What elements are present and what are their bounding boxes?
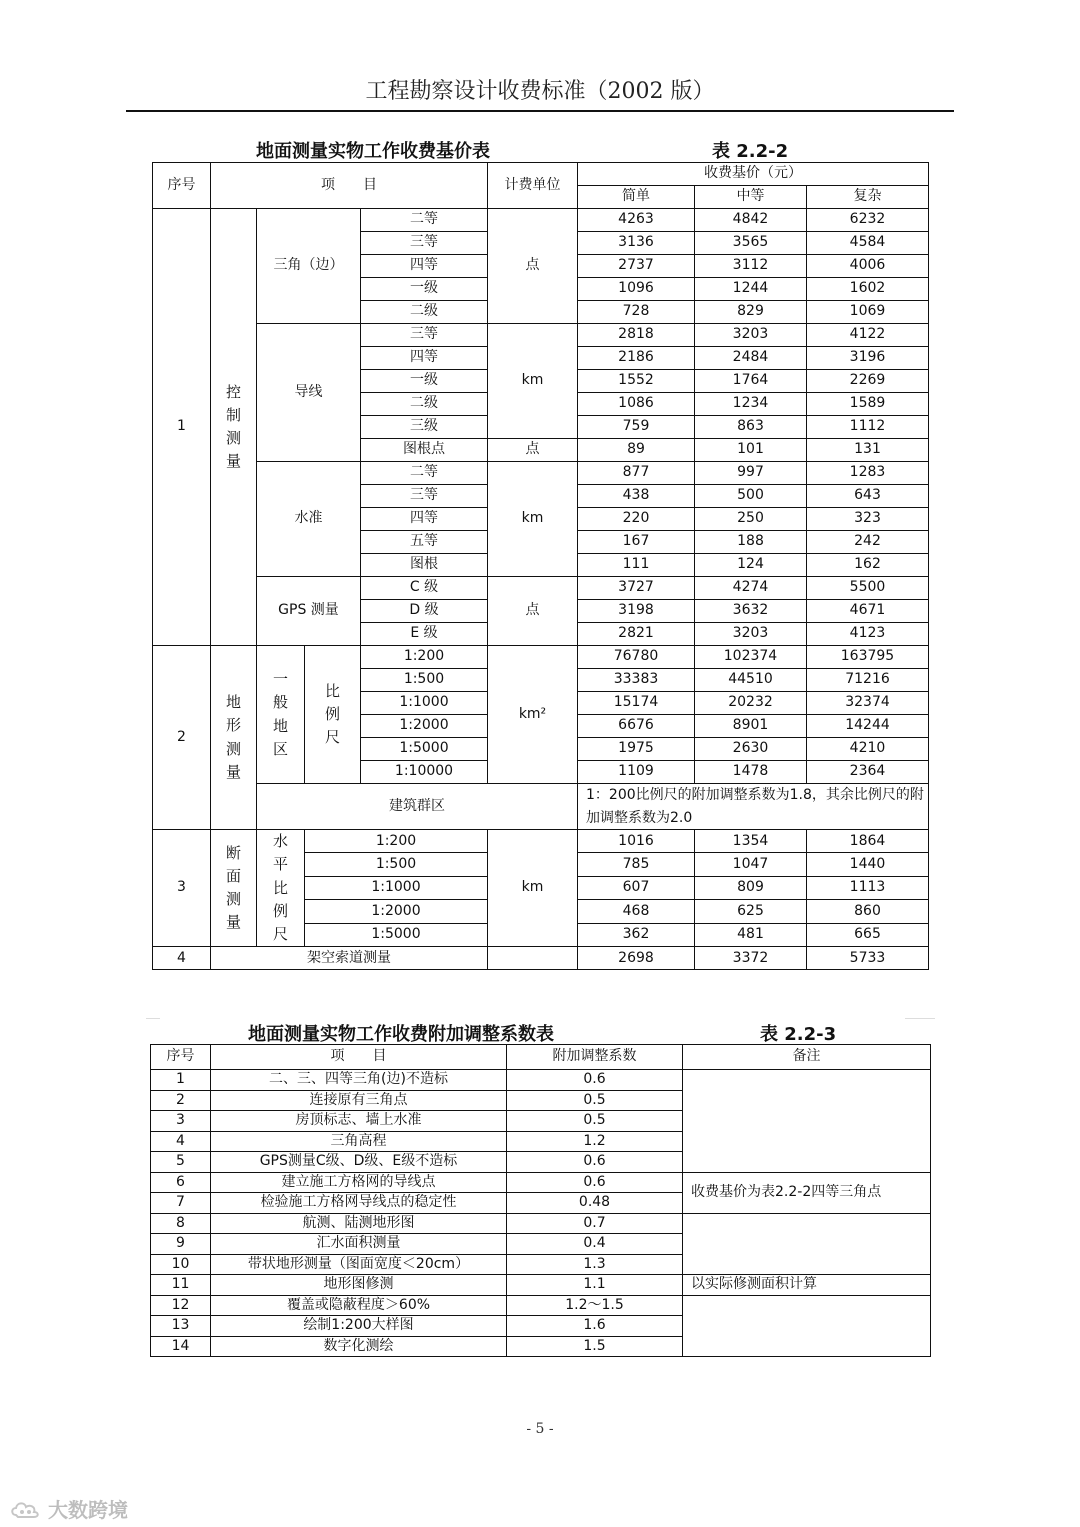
traverse-name: 导线 xyxy=(257,324,361,462)
table-cell: 242 xyxy=(807,531,929,554)
table-cell: 0.7 xyxy=(507,1213,683,1234)
header-simple: 简单 xyxy=(578,186,695,209)
table-cell: 0.6 xyxy=(507,1172,683,1193)
header-coefficient: 附加调整系数 xyxy=(507,1045,683,1070)
table-cell: 33383 xyxy=(578,669,695,692)
table-cell: 323 xyxy=(807,508,929,531)
table-cell: 2737 xyxy=(578,255,695,278)
table-cell: 4584 xyxy=(807,232,929,255)
header-seq: 序号 xyxy=(151,1045,211,1070)
header-item: 项 目 xyxy=(211,1045,507,1070)
header-note: 备注 xyxy=(683,1045,931,1070)
table-cell: 1:5000 xyxy=(361,738,488,761)
table-cell: 3203 xyxy=(695,324,807,347)
table-cell: 0.48 xyxy=(507,1193,683,1214)
horizontal-scale-label: 水平比例尺 xyxy=(272,832,288,943)
table-cell: 1:500 xyxy=(305,853,488,876)
table-cell: 8901 xyxy=(695,715,807,738)
table-cell: 1.2 xyxy=(507,1131,683,1152)
table-cell: 二级 xyxy=(361,301,488,324)
general-area-label: 一般地区 xyxy=(272,670,288,758)
table-cell: 362 xyxy=(578,923,695,947)
table-cell: D 级 xyxy=(361,600,488,623)
table-cell: 1478 xyxy=(695,761,807,784)
table1-number: 表 2.2-2 xyxy=(712,141,789,162)
table-cell: 一级 xyxy=(361,370,488,393)
table1-caption xyxy=(256,137,490,163)
header-seq: 序号 xyxy=(153,163,211,209)
section4-name: 架空索道测量 xyxy=(211,947,488,970)
table-cell: 468 xyxy=(578,900,695,923)
table-cell: 1.3 xyxy=(507,1254,683,1275)
table-cell: 5 xyxy=(151,1152,211,1173)
table-cell: 32374 xyxy=(807,692,929,715)
table-cell: 4210 xyxy=(807,738,929,761)
table-cell: 4006 xyxy=(807,255,929,278)
table-cell: 6232 xyxy=(807,209,929,232)
watermark-text: 大数跨境 xyxy=(48,1498,128,1522)
table-cell: 0.5 xyxy=(507,1111,683,1132)
table-cell: 四等 xyxy=(361,508,488,531)
table-cell: 汇水面积测量 xyxy=(211,1234,507,1255)
table-cell: 1440 xyxy=(807,853,929,876)
table-cell: 1.2～1.5 xyxy=(507,1295,683,1316)
table-cell: 2186 xyxy=(578,347,695,370)
table-cell: C 级 xyxy=(361,577,488,600)
table-cell: 1.1 xyxy=(507,1275,683,1296)
table-cell: 102374 xyxy=(695,646,807,669)
table-cell: 4123 xyxy=(807,623,929,646)
table-cell: 1:5000 xyxy=(305,923,488,947)
table-cell: 1 xyxy=(151,1070,211,1091)
table-cell: 11 xyxy=(151,1275,211,1296)
table-cell: 8 xyxy=(151,1213,211,1234)
table-cell: 2630 xyxy=(695,738,807,761)
table-cell: 地形图修测 xyxy=(211,1275,507,1296)
table-cell: 四等 xyxy=(361,255,488,278)
table-cell: E 级 xyxy=(361,623,488,646)
faint-rule xyxy=(905,1018,935,1019)
table-cell: 1975 xyxy=(578,738,695,761)
gps-name: GPS 测量 xyxy=(257,577,361,646)
table-cell: 1764 xyxy=(695,370,807,393)
table-cell: 3136 xyxy=(578,232,695,255)
section2-seq: 2 xyxy=(153,646,211,830)
triangulation-unit: 点 xyxy=(488,209,578,324)
scale-label: 比例尺 xyxy=(324,681,340,747)
table-cell: 1602 xyxy=(807,278,929,301)
table-cell: 9 xyxy=(151,1234,211,1255)
table-cell: 1069 xyxy=(807,301,929,324)
table-cell: 438 xyxy=(578,485,695,508)
table-cell: 图根点 xyxy=(361,439,488,462)
table-cell: 44510 xyxy=(695,669,807,692)
traverse-unit: km xyxy=(488,324,578,439)
table-cell: 607 xyxy=(578,876,695,899)
table-cell: 4274 xyxy=(695,577,807,600)
table-cell: 759 xyxy=(578,416,695,439)
table-cell: 625 xyxy=(695,900,807,923)
table-cell: 5733 xyxy=(807,947,929,970)
table-cell: 检验施工方格网导线点的稳定性 xyxy=(211,1193,507,1214)
table-cell: 三角高程 xyxy=(211,1131,507,1152)
table-cell: 3727 xyxy=(578,577,695,600)
table-cell: 1047 xyxy=(695,853,807,876)
leveling-name: 水准 xyxy=(257,462,361,577)
table-cell: 2698 xyxy=(578,947,695,970)
table2-title: 地面测量实物工作收费附加调整系数表 xyxy=(248,1024,554,1045)
note-empty xyxy=(683,1295,931,1357)
table-cell: 五等 xyxy=(361,531,488,554)
section1-name: 控制测量 xyxy=(225,382,241,471)
table-cell: 数字化测绘 xyxy=(211,1336,507,1357)
section2-name: 地形测量 xyxy=(225,693,241,781)
table-cell: 一级 xyxy=(361,278,488,301)
table-cell: 二等 xyxy=(361,462,488,485)
table2-number: 表 2.2-3 xyxy=(760,1024,837,1045)
table-cell: 1234 xyxy=(695,393,807,416)
building-area-label: 建筑群区 xyxy=(257,784,578,830)
table-cell: 3632 xyxy=(695,600,807,623)
table-cell: 3112 xyxy=(695,255,807,278)
table-cell: 15174 xyxy=(578,692,695,715)
table-cell: 2818 xyxy=(578,324,695,347)
note-base-price: 收费基价为表2.2-2四等三角点 xyxy=(683,1172,931,1213)
table-cell: 4671 xyxy=(807,600,929,623)
table-cell: 2 xyxy=(151,1090,211,1111)
table-cell: GPS测量C级、D级、E级不造标 xyxy=(211,1152,507,1173)
traverse-point-unit: 点 xyxy=(488,439,578,462)
table-cell: 188 xyxy=(695,531,807,554)
table-cell: 162 xyxy=(807,554,929,577)
section1-seq: 1 xyxy=(153,209,211,646)
table-cell: 643 xyxy=(807,485,929,508)
page-number: - 5 - xyxy=(526,1421,554,1437)
table2-caption xyxy=(248,1020,554,1046)
table-cell: 6676 xyxy=(578,715,695,738)
table-cell: 1:500 xyxy=(361,669,488,692)
table-cell: 4 xyxy=(151,1131,211,1152)
table-cell: 1109 xyxy=(578,761,695,784)
header-complex: 复杂 xyxy=(807,186,929,209)
table-cell: 163795 xyxy=(807,646,929,669)
table-cell: 3565 xyxy=(695,232,807,255)
table-cell: 三级 xyxy=(361,416,488,439)
table-cell: 1113 xyxy=(807,876,929,899)
table-cell: 二、三、四等三角(边)不造标 xyxy=(211,1070,507,1091)
table-cell: 5500 xyxy=(807,577,929,600)
table-cell: 220 xyxy=(578,508,695,531)
table-cell: 1096 xyxy=(578,278,695,301)
table-cell: 3198 xyxy=(578,600,695,623)
table-cell: 124 xyxy=(695,554,807,577)
building-area-note: 1：200比例尺的附加调整系数为1.8，其余比例尺的附加调整系数为2.0 xyxy=(578,784,929,830)
table-cell: 0.5 xyxy=(507,1090,683,1111)
faint-rule xyxy=(146,1018,160,1019)
table-cell: 12 xyxy=(151,1295,211,1316)
table-cell: 连接原有三角点 xyxy=(211,1090,507,1111)
table-cell: 500 xyxy=(695,485,807,508)
table-cell: 1864 xyxy=(807,830,929,853)
header-rule xyxy=(126,110,954,112)
table-cell: 房顶标志、墙上水准 xyxy=(211,1111,507,1132)
triangulation-name: 三角（边） xyxy=(257,209,361,324)
table-cell: 1:1000 xyxy=(361,692,488,715)
table-cell: 3203 xyxy=(695,623,807,646)
header-unit: 计费单位 xyxy=(488,163,578,209)
table-cell: 2484 xyxy=(695,347,807,370)
table-cell: 覆盖或隐蔽程度＞60% xyxy=(211,1295,507,1316)
table-cell: 1552 xyxy=(578,370,695,393)
table-cell: 665 xyxy=(807,923,929,947)
table-cell: 1.6 xyxy=(507,1316,683,1337)
cloud-logo-icon xyxy=(10,1499,44,1519)
table-cell: 1283 xyxy=(807,462,929,485)
table-cell: 20232 xyxy=(695,692,807,715)
table-cell: 481 xyxy=(695,923,807,947)
table-cell: 图根 xyxy=(361,554,488,577)
table-cell: 863 xyxy=(695,416,807,439)
table-cell: 131 xyxy=(807,439,929,462)
table-cell: 1112 xyxy=(807,416,929,439)
topo-unit: km² xyxy=(488,646,578,784)
table-cell: 809 xyxy=(695,876,807,899)
table-cell: 航测、陆测地形图 xyxy=(211,1213,507,1234)
leveling-unit: km xyxy=(488,462,578,577)
table-cell: 728 xyxy=(578,301,695,324)
table-cell: 绘制1:200大样图 xyxy=(211,1316,507,1337)
table-cell: 1.5 xyxy=(507,1336,683,1357)
gps-unit: 点 xyxy=(488,577,578,646)
watermark xyxy=(10,1494,128,1523)
table-cell: 1589 xyxy=(807,393,929,416)
table-cell: 1016 xyxy=(578,830,695,853)
section4-seq: 4 xyxy=(153,947,211,970)
table-cell: 0.6 xyxy=(507,1152,683,1173)
table-cell: 4842 xyxy=(695,209,807,232)
section3-seq: 3 xyxy=(153,830,211,947)
table-cell: 3196 xyxy=(807,347,929,370)
document-header-title: 工程勘察设计收费标准（2002 版） xyxy=(365,79,715,104)
table-cell: 76780 xyxy=(578,646,695,669)
note-actual-area: 以实际修测面积计算 xyxy=(683,1275,931,1296)
table-cell: 4263 xyxy=(578,209,695,232)
table-cell: 1354 xyxy=(695,830,807,853)
table-cell: 四等 xyxy=(361,347,488,370)
table-cell: 1086 xyxy=(578,393,695,416)
table-cell: 3372 xyxy=(695,947,807,970)
table-cell: 0.4 xyxy=(507,1234,683,1255)
adjustment-coefficient-table xyxy=(150,1044,931,1357)
section4-unit xyxy=(488,947,578,970)
table-cell: 13 xyxy=(151,1316,211,1337)
table-cell: 二等 xyxy=(361,209,488,232)
table-cell: 三等 xyxy=(361,485,488,508)
table-cell: 860 xyxy=(807,900,929,923)
header-item: 项 目 xyxy=(211,163,488,209)
table-cell: 2364 xyxy=(807,761,929,784)
table-cell: 89 xyxy=(578,439,695,462)
table-cell: 带状地形测量（图面宽度＜20cm） xyxy=(211,1254,507,1275)
section-unit: km xyxy=(488,830,578,947)
table-cell: 三等 xyxy=(361,232,488,255)
table-cell: 877 xyxy=(578,462,695,485)
table-cell: 3 xyxy=(151,1111,211,1132)
table-cell: 785 xyxy=(578,853,695,876)
table-cell: 1:1000 xyxy=(305,876,488,899)
table-cell: 二级 xyxy=(361,393,488,416)
table-cell: 1:200 xyxy=(361,646,488,669)
table-cell: 2821 xyxy=(578,623,695,646)
header-medium: 中等 xyxy=(695,186,807,209)
table-cell: 0.6 xyxy=(507,1070,683,1091)
table-cell: 6 xyxy=(151,1172,211,1193)
note-empty xyxy=(683,1213,931,1275)
header-price: 收费基价（元） xyxy=(578,163,929,186)
table-cell: 4122 xyxy=(807,324,929,347)
table-cell: 1:10000 xyxy=(361,761,488,784)
table-cell: 建立施工方格网的导线点 xyxy=(211,1172,507,1193)
table-cell: 1:2000 xyxy=(361,715,488,738)
table-cell: 829 xyxy=(695,301,807,324)
table-cell: 1:2000 xyxy=(305,900,488,923)
table-cell: 1244 xyxy=(695,278,807,301)
table-cell: 14244 xyxy=(807,715,929,738)
section3-name: 断面测量 xyxy=(225,843,241,932)
table-cell: 14 xyxy=(151,1336,211,1357)
fee-base-price-table xyxy=(152,162,929,970)
table1-title: 地面测量实物工作收费基价表 xyxy=(256,141,490,162)
note-empty xyxy=(683,1070,931,1173)
table-cell: 111 xyxy=(578,554,695,577)
table-cell: 997 xyxy=(695,462,807,485)
table-cell: 71216 xyxy=(807,669,929,692)
table-cell: 10 xyxy=(151,1254,211,1275)
table-cell: 三等 xyxy=(361,324,488,347)
table-cell: 7 xyxy=(151,1193,211,1214)
table-cell: 1:200 xyxy=(305,830,488,853)
table-cell: 167 xyxy=(578,531,695,554)
table-cell: 250 xyxy=(695,508,807,531)
table-cell: 2269 xyxy=(807,370,929,393)
table-cell: 101 xyxy=(695,439,807,462)
